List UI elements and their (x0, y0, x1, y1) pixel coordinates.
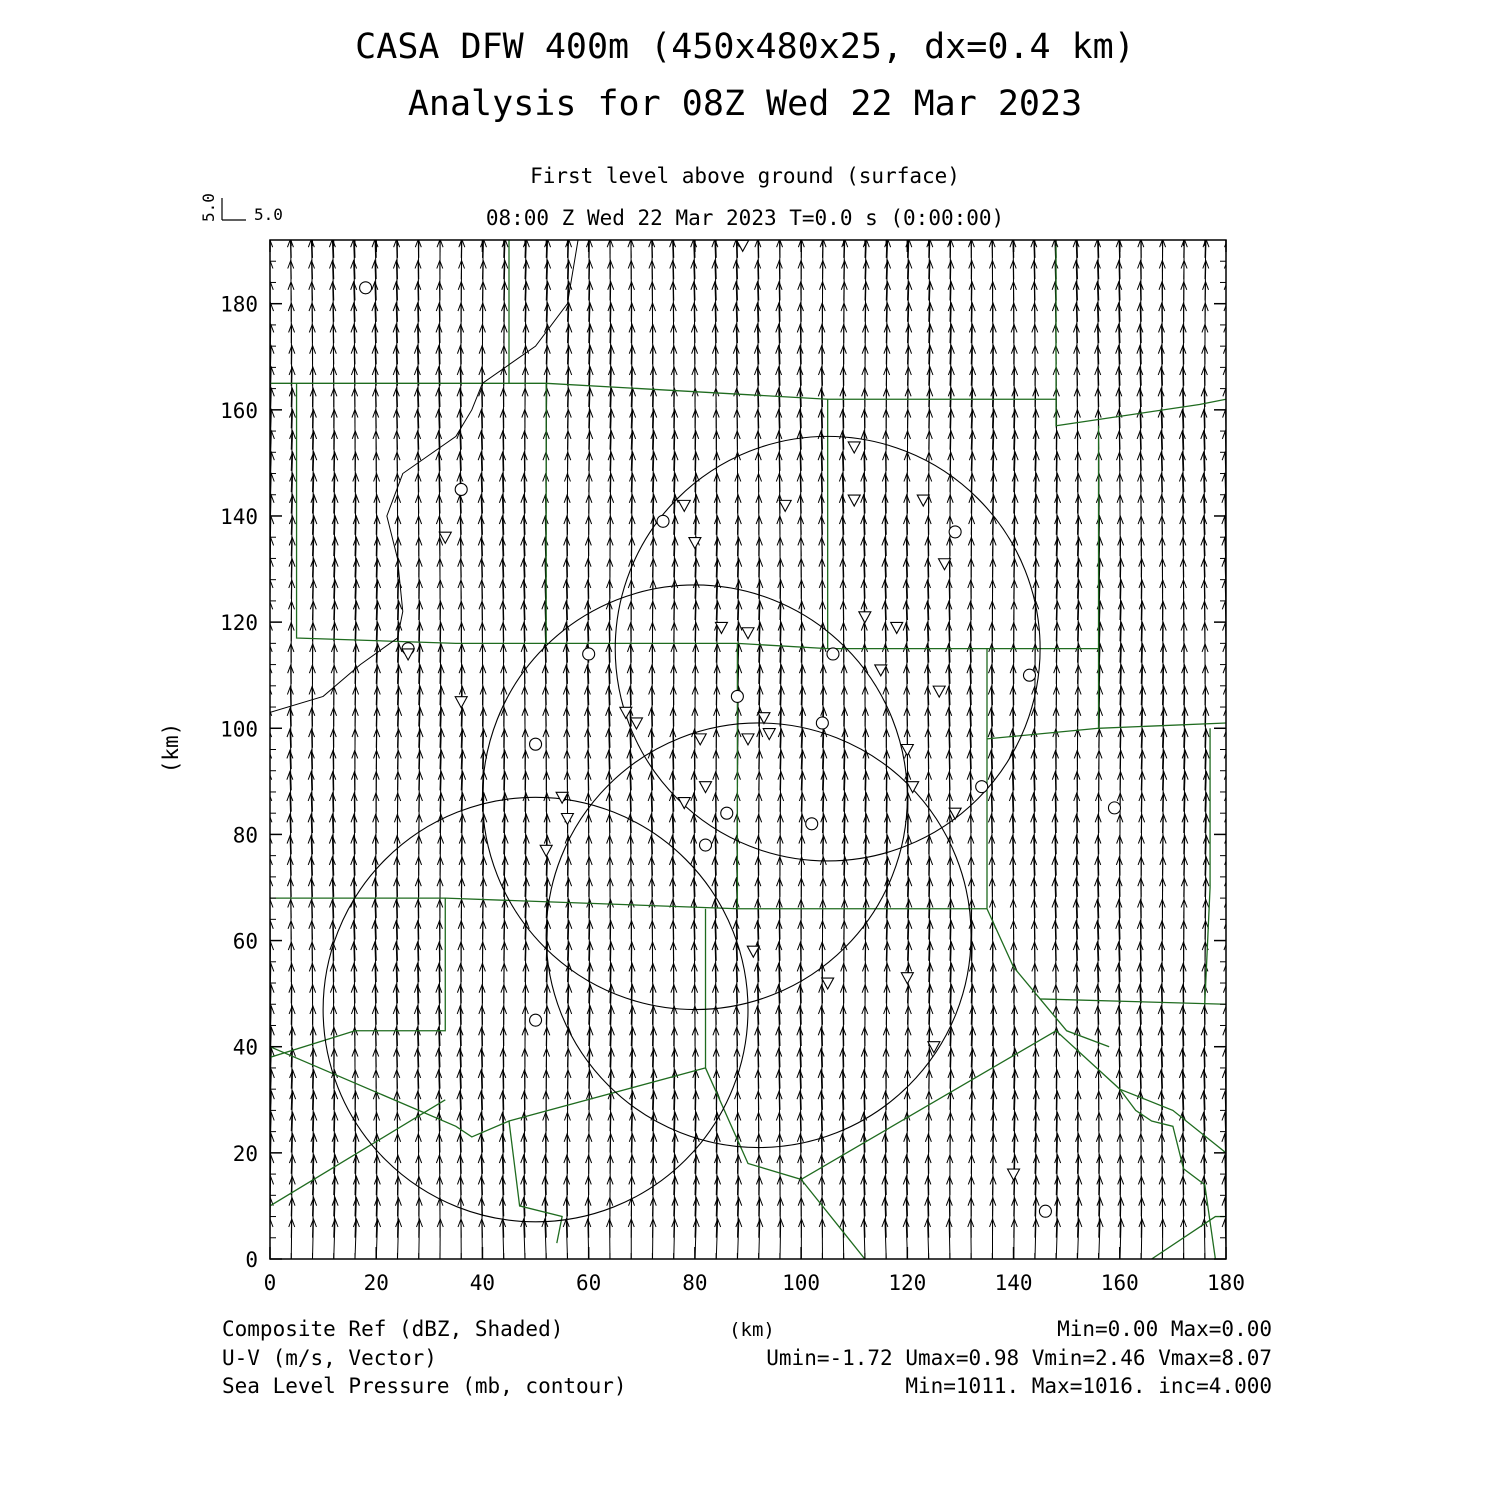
x-tick-label: 120 (888, 1271, 927, 1295)
y-tick-label: 20 (232, 1141, 258, 1166)
x-tick-label: 140 (994, 1271, 1033, 1295)
wind-vector-head (1224, 729, 1230, 737)
x-tick-label: 80 (682, 1271, 708, 1295)
y-tick-label: 140 (220, 504, 258, 529)
station-circle (583, 648, 595, 660)
station-circle (827, 648, 839, 660)
county-boundary (987, 728, 1099, 739)
footer-wind-range: Umin=-1.72 Umax=0.98 Vmin=2.46 Vmax=8.07 (766, 1346, 1272, 1370)
wind-vector-head (1031, 218, 1037, 226)
x-tick-label: 60 (576, 1271, 602, 1295)
county-boundary (801, 1179, 865, 1259)
station-triangle (763, 729, 775, 740)
wind-vector-head (1224, 921, 1230, 929)
station-circle (530, 738, 542, 750)
wind-vector-head (1182, 218, 1188, 226)
wind-vector-head (351, 218, 357, 226)
footer-reflectivity-label: Composite Ref (dBZ, Shaded) (222, 1317, 564, 1341)
axis-tick-labels (220, 293, 1245, 1295)
wind-vector-head (329, 218, 335, 226)
wind-vector-head (1203, 218, 1209, 226)
axis-ticks (270, 240, 1226, 1259)
footer-pressure-label: Sea Level Pressure (mb, contour) (222, 1374, 627, 1398)
wind-vector-head (308, 218, 314, 226)
wind-vector-head (266, 814, 272, 822)
y-tick-label: 120 (220, 611, 258, 636)
wind-vector-head (1160, 218, 1166, 226)
footer-reflectivity-range: Min=0.00 Max=0.00 (1057, 1317, 1272, 1341)
vector-key (199, 193, 283, 224)
station-circle (721, 807, 733, 819)
station-triangle (402, 649, 414, 660)
wind-vector-head (394, 218, 400, 226)
wind-vector-head (1224, 942, 1230, 950)
county-boundary (1120, 1089, 1216, 1259)
wind-vector-head (1224, 750, 1230, 758)
station-triangle (678, 798, 690, 809)
y-tick-label: 180 (220, 292, 258, 317)
wind-vector-head (266, 793, 272, 801)
y-tick-label: 0 (245, 1248, 258, 1272)
wind-vector-head (287, 218, 293, 226)
station-triangle (694, 734, 706, 745)
station-triangle (561, 813, 573, 824)
y-tick-label: 60 (232, 929, 258, 954)
station-circle (976, 781, 988, 793)
y-tick-label: 40 (232, 1035, 258, 1060)
station-circle (1039, 1205, 1051, 1217)
x-axis-label: (km) (729, 1319, 775, 1341)
station-circle (1023, 669, 1035, 681)
level-subtitle: First level above ground (surface) (530, 164, 960, 188)
x-tick-label: 20 (363, 1271, 389, 1295)
wind-vector-head (372, 218, 378, 226)
wind-vector-head (459, 218, 465, 226)
wind-vector-head (1052, 218, 1058, 226)
x-tick-label: 100 (782, 1271, 821, 1295)
station-circle (816, 717, 828, 729)
station-triangle (455, 697, 467, 708)
station-triangle (630, 718, 642, 729)
y-tick-label: 160 (220, 398, 258, 423)
y-tick-label: 80 (232, 823, 258, 848)
station-triangle (901, 973, 913, 984)
stations (360, 240, 1121, 1217)
station-triangle (678, 500, 690, 511)
station-triangle (891, 622, 903, 633)
wind-vector-head (266, 665, 272, 673)
station-circle (530, 1014, 542, 1026)
x-tick-label: 40 (469, 1271, 496, 1295)
footer-pressure-range: Min=1011. Max=1016. inc=4.000 (905, 1374, 1272, 1398)
pressure-contours (323, 436, 1040, 1221)
wind-vector-head (1224, 282, 1230, 290)
x-tick-label: 160 (1100, 1271, 1139, 1295)
station-circle (657, 515, 669, 527)
plot-frame (270, 240, 1226, 1259)
vector-key-v-label: 5.0 (199, 193, 218, 222)
wind-vector-head (1095, 218, 1101, 226)
wind-vector-head (437, 218, 443, 226)
station-triangle (848, 495, 860, 506)
wind-vector-head (1010, 218, 1016, 226)
station-triangle (939, 559, 951, 570)
station-circle (731, 690, 743, 702)
county-boundary (270, 383, 1056, 399)
station-circle (455, 483, 467, 495)
y-axis-label: (km) (159, 722, 183, 774)
wind-vector-head (1225, 218, 1231, 226)
station-triangle (875, 665, 887, 676)
station-triangle (933, 686, 945, 697)
wind-vector-head (1073, 218, 1079, 226)
y-tick-label: 100 (220, 717, 258, 742)
wind-vector-head (266, 772, 272, 780)
wind-vector-head (266, 644, 272, 652)
county-boundary (270, 909, 706, 1137)
shoreline (270, 240, 578, 712)
vector-key-u-label: 5.0 (254, 205, 283, 224)
station-circle (806, 818, 818, 830)
county-boundary (706, 1031, 1226, 1180)
footer-vector-label: U-V (m/s, Vector) (222, 1346, 437, 1370)
station-circle (700, 839, 712, 851)
station-triangle (700, 782, 712, 793)
x-tick-label: 0 (263, 1271, 277, 1295)
wind-vector-head (1116, 218, 1122, 226)
x-tick-label: 180 (1207, 1271, 1245, 1295)
station-circle (1108, 802, 1120, 814)
station-triangle (689, 538, 701, 549)
station-triangle (779, 500, 791, 511)
wind-vector-head (266, 687, 272, 695)
station-circle (360, 282, 372, 294)
station-triangle (859, 612, 871, 623)
station-triangle (556, 792, 568, 803)
station-triangle (917, 495, 929, 506)
station-triangle (540, 845, 552, 856)
station-triangle (742, 628, 754, 639)
county-boundaries (270, 240, 1226, 1259)
station-triangle (907, 782, 919, 793)
county-boundary (509, 1121, 562, 1243)
title-line-1: CASA DFW 400m (450x480x25, dx=0.4 km) (355, 27, 1135, 67)
station-triangle (742, 734, 754, 745)
station-triangle (822, 978, 834, 989)
wind-vector-head (416, 218, 422, 226)
station-triangle (1008, 1169, 1020, 1180)
wind-vector-head (1138, 218, 1144, 226)
wind-vector-head (266, 836, 272, 844)
station-triangle (848, 442, 860, 453)
station-circle (949, 526, 961, 538)
title-line-2: Analysis for 08Z Wed 22 Mar 2023 (407, 84, 1083, 124)
time-subtitle: 08:00 Z Wed 22 Mar 2023 T=0.0 s (0:00:00) (485, 206, 1005, 230)
wind-vector (397, 218, 398, 258)
county-boundary (987, 649, 1226, 1005)
